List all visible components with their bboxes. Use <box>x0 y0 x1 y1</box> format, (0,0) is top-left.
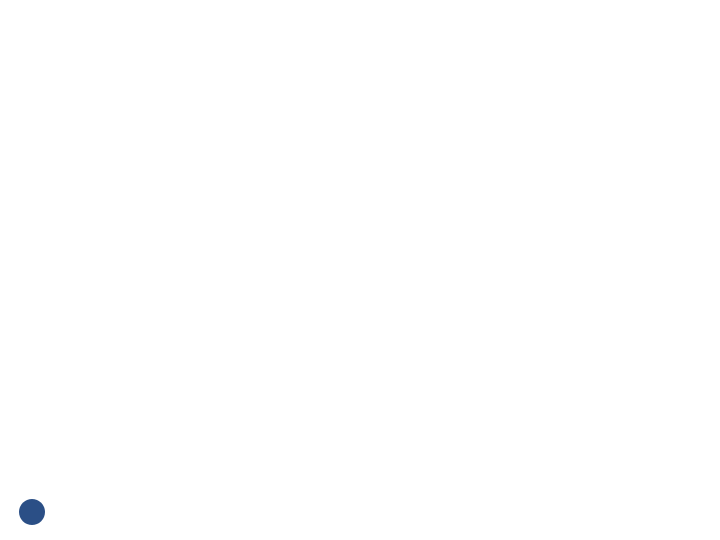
supersaturation-note <box>345 246 389 258</box>
accuracy-note-line-2 <box>350 294 360 306</box>
slide-number-badge <box>19 499 45 525</box>
chart-velocity-vs-thickness-squared <box>0 310 340 510</box>
chart-velocity-vs-thickness <box>0 60 335 240</box>
